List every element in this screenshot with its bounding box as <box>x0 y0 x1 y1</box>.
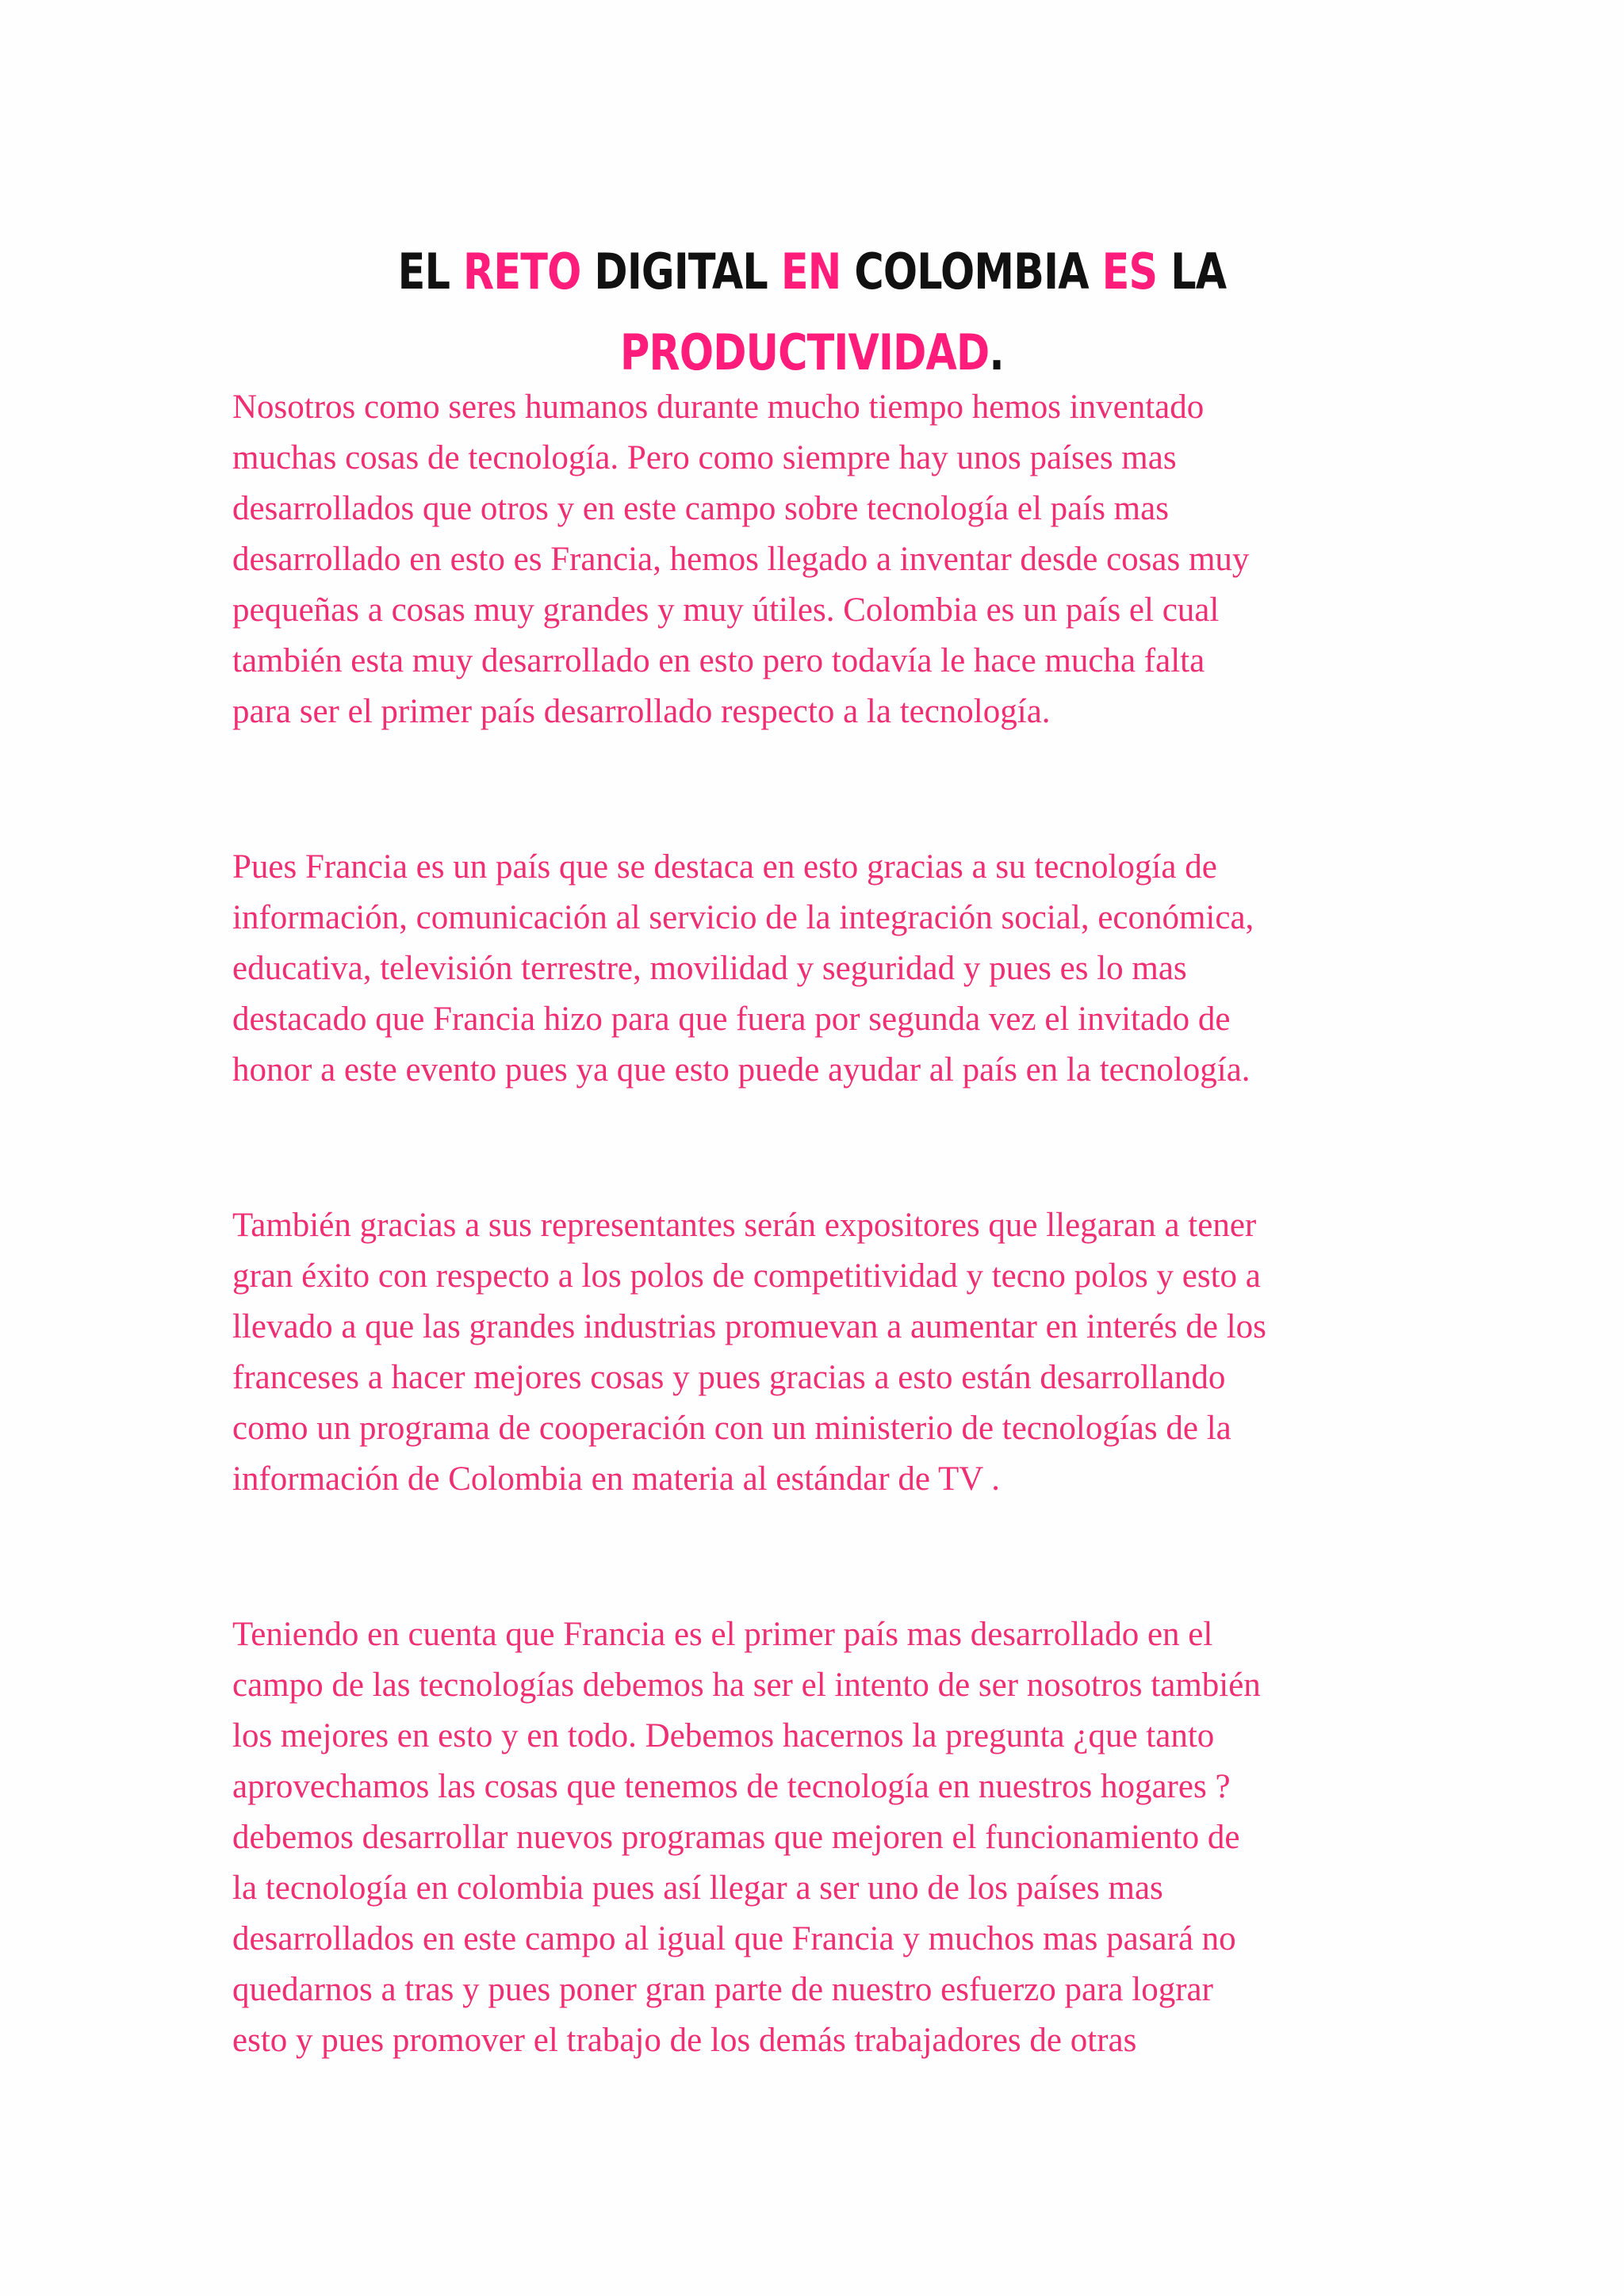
title-word: EL <box>397 242 464 300</box>
text-line: Teniendo en cuenta que Francia es el primer país mas desarrollado en el <box>232 1616 1213 1653</box>
text-line: desarrollados que otros y en este campo sobre tecnología el país mas <box>232 490 1169 527</box>
title-word-accent: EN <box>780 242 841 300</box>
paragraph-1 <box>232 382 1422 737</box>
text-line: Nosotros como seres humanos durante mucho tiempo hemos inventado <box>232 388 1205 426</box>
text-line: desarrollados en este campo al igual que Francia y muchos mas pasará no <box>232 1920 1236 1957</box>
text-line: esto y pues promover el trabajo de los demás trabajadores de otras <box>232 2022 1137 2059</box>
text-line: aprovechamos las cosas que tenemos de tecnología en nuestros hogares ? <box>232 1768 1231 1805</box>
text-line: información, comunicación al servicio de la integración social, económica, <box>232 899 1254 936</box>
title-line-2 <box>146 312 1477 393</box>
text-line: franceses a hacer mejores cosas y pues gracias a esto están desarrollando <box>232 1359 1226 1396</box>
text-line: los mejores en esto y en todo. Debemos hacernos la pregunta ¿que tanto <box>232 1717 1215 1755</box>
text-line: gran éxito con respecto a los polos de competitividad y tecno polos y esto a <box>232 1257 1261 1295</box>
text-line: también esta muy desarrollado en esto pero todavía le hace mucha falta <box>232 642 1205 679</box>
paragraph-2 <box>232 842 1422 1096</box>
text-line: También gracias a sus representantes serán expositores que llegaran a tener <box>232 1207 1257 1244</box>
paragraph-4 <box>232 1609 1422 2066</box>
text-line: la tecnología en colombia pues así llegar a ser uno de los países mas <box>232 1869 1163 1907</box>
text-line: información de Colombia en materia al estándar de TV . <box>232 1460 1000 1498</box>
text-line: campo de las tecnologías debemos ha ser el intento de ser nosotros también <box>232 1667 1261 1704</box>
document-title <box>146 232 1477 393</box>
text-line: Pues Francia es un país que se destaca en esto gracias a su tecnología de <box>232 848 1217 886</box>
text-line: educativa, televisión terrestre, movilidad y seguridad y pues es lo mas <box>232 950 1187 987</box>
title-word-accent: PRODUCTIVIDAD <box>620 323 990 381</box>
title-word: DIGITAL <box>580 242 781 300</box>
text-line: para ser el primer país desarrollado respecto a la tecnología. <box>232 693 1051 730</box>
paragraph-3 <box>232 1200 1422 1505</box>
text-line: desarrollado en esto es Francia, hemos llegado a inventar desde cosas muy <box>232 541 1250 578</box>
text-line: llevado a que las grandes industrias promuevan a aumentar en interés de los <box>232 1308 1266 1345</box>
text-line: debemos desarrollar nuevos programas que mejoren el funcionamiento de <box>232 1819 1240 1856</box>
title-line-1 <box>146 232 1477 312</box>
text-line: como un programa de cooperación con un ministerio de tecnologías de la <box>232 1410 1231 1447</box>
title-word-accent: ES <box>1101 242 1158 300</box>
title-word: . <box>989 323 1004 381</box>
text-line: quedarnos a tras y pues poner gran parte de nuestro esfuerzo para lograr <box>232 1971 1213 2008</box>
text-line: honor a este evento pues ya que esto puede ayudar al país en la tecnología. <box>232 1051 1251 1089</box>
title-word: COLOMBIA <box>841 242 1102 300</box>
text-line: pequeñas a cosas muy grandes y muy útiles. Colombia es un país el cual <box>232 591 1220 629</box>
title-word: LA <box>1157 242 1227 300</box>
text-line: muchas cosas de tecnología. Pero como siempre hay unos países mas <box>232 439 1177 476</box>
text-line: destacado que Francia hizo para que fuera por segunda vez el invitado de <box>232 1001 1231 1038</box>
title-word-accent: RETO <box>463 242 581 300</box>
